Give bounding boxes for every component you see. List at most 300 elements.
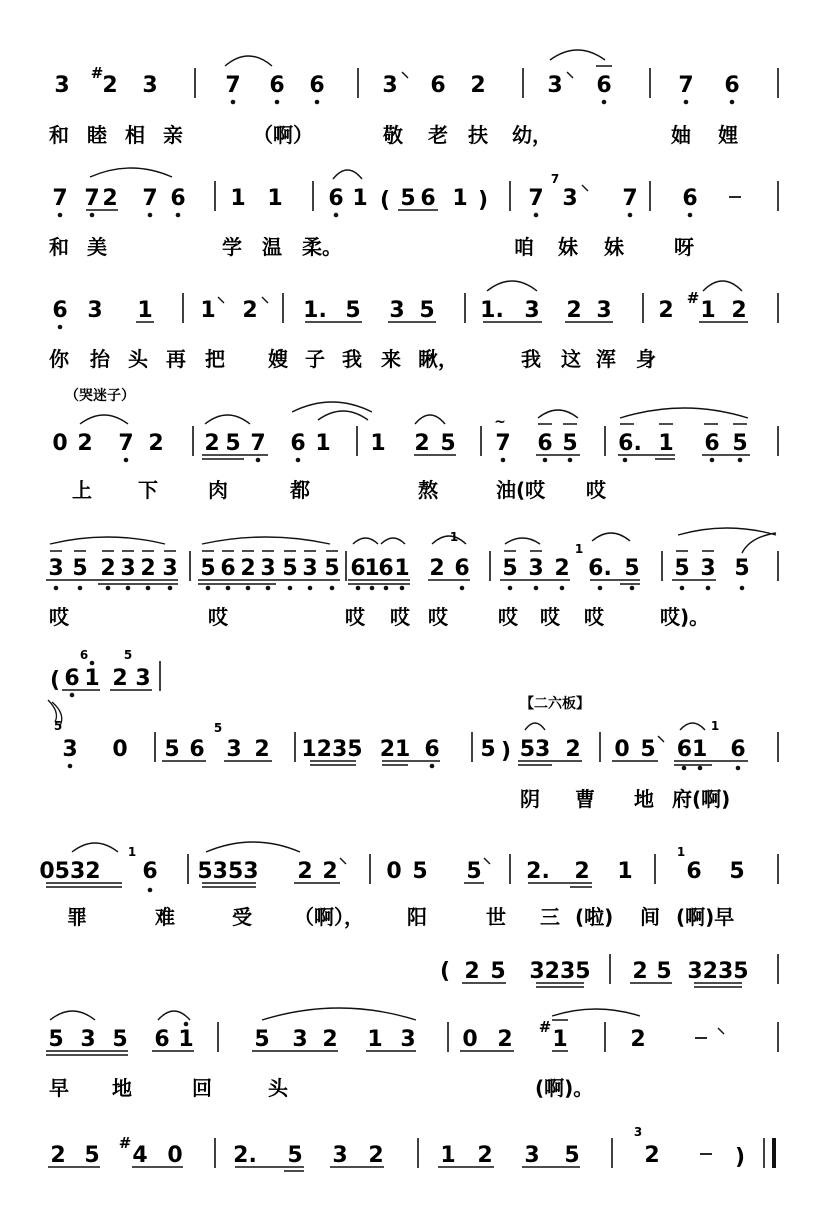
slur-arc (333, 170, 362, 179)
low-dot (630, 586, 635, 591)
note-digit: 5 (564, 1143, 580, 1168)
grace-note: 5 (123, 648, 133, 662)
note-digit: 5 (225, 431, 241, 456)
lyric-word: 这 (561, 347, 581, 371)
note-digit: 7 (84, 186, 100, 211)
low-dot (710, 458, 715, 463)
note-digit: 1235 (301, 737, 363, 762)
lyric-word: 三 (540, 905, 560, 929)
lyric-word: 都 (290, 478, 310, 502)
lyric-word: 哎 (428, 605, 448, 629)
lyric-word: 我 (342, 347, 362, 371)
low-dot (148, 213, 153, 218)
note-digit: 5353 (197, 859, 259, 884)
note-digit: 3 (302, 556, 318, 581)
note-digit: 2 (204, 431, 220, 456)
low-dot (430, 764, 435, 769)
lyric-word: 把 (205, 347, 225, 371)
lyric-word: 熬 (418, 478, 438, 502)
lyric-word: 曹 (575, 787, 595, 811)
note-digit: 1 (367, 1027, 383, 1052)
note-digit: 5 (480, 737, 496, 762)
low-dot (740, 586, 745, 591)
note-digit: 1 (370, 431, 386, 456)
note-digit: 6 (378, 556, 394, 581)
lyric-word: 下 (138, 478, 158, 502)
slur-arc (552, 1009, 640, 1016)
lyric-word: 哎 (586, 478, 606, 502)
lyric-word: 回 (192, 1076, 212, 1100)
low-dot (698, 766, 703, 771)
note-digit: 5 (732, 431, 748, 456)
note-digit: 5 (400, 186, 416, 211)
low-dot (54, 586, 59, 591)
note-digit: 5 (490, 959, 506, 984)
slur-arc (620, 408, 748, 418)
note-digit: 6. (618, 431, 642, 456)
note-digit: 5 (656, 959, 672, 984)
note-digit: 6 (420, 186, 436, 211)
lyric-word: 你 (49, 347, 69, 371)
note-digit: 0 (386, 859, 402, 884)
lyric-word: 幼， (512, 123, 552, 147)
lyric-word: (啊)早 (676, 905, 735, 929)
low-dot (266, 586, 271, 591)
note-digit: 3 (524, 298, 540, 323)
lyric-word: 地 (112, 1076, 132, 1100)
lyric-word: 我 (521, 347, 541, 371)
low-dot (684, 100, 689, 105)
note-digit: 5 (412, 859, 428, 884)
note-digit: 2 (414, 431, 430, 456)
slur-arc (318, 411, 368, 420)
note-digit: 3 (226, 737, 242, 762)
note-digit: 6 (170, 186, 186, 211)
note-digit: 1 (440, 1143, 456, 1168)
slur-arc (742, 533, 776, 553)
note-digit: 3 (54, 73, 70, 98)
note-digit: 2 (240, 556, 256, 581)
low-dot (146, 586, 151, 591)
note-digit: 5 (419, 298, 435, 323)
low-dot (90, 213, 95, 218)
note-digit: 5 (282, 556, 298, 581)
low-dot (334, 213, 339, 218)
note-digit: 6 (64, 666, 80, 691)
note-digit: 6 (52, 298, 68, 323)
low-dot (308, 586, 313, 591)
note-digit: 2 (112, 666, 128, 691)
breath-tick (340, 858, 346, 864)
note-digit: 4 (132, 1143, 148, 1168)
slur-arc (592, 533, 630, 541)
slur-arc (50, 1011, 95, 1020)
slur-arc (487, 281, 537, 291)
lyric-word: (啊)。 (535, 1076, 594, 1100)
note-digit: 2 (100, 556, 116, 581)
note-digit: 6 (730, 737, 746, 762)
note-digit: 1 (452, 186, 468, 211)
note-digit: 3 (142, 73, 158, 98)
grace-note: 5 (213, 721, 223, 735)
low-dot (148, 888, 153, 893)
slur-arc (292, 402, 372, 412)
note-digit: 5 (164, 737, 180, 762)
note-digit: 3 (528, 556, 544, 581)
low-dot (688, 213, 693, 218)
note-digit: 7 (528, 186, 544, 211)
note-digit: 5 (624, 556, 640, 581)
low-dot (400, 586, 405, 591)
note-digit: 2 (77, 431, 93, 456)
low-dot (568, 458, 573, 463)
paren-open: ( (49, 668, 61, 693)
paren-close: ) (734, 1145, 746, 1170)
section-marker-erliuban: 【二六板】 (520, 696, 590, 712)
note-digit: 2 (429, 556, 445, 581)
low-dot (231, 100, 236, 105)
note-digit: 0 (462, 1027, 478, 1052)
note-digit: 5 (562, 431, 578, 456)
note-digit: 2 (102, 73, 118, 98)
lyric-word: 哎 (498, 605, 518, 629)
low-dot (168, 586, 173, 591)
note-digit: 3235 (687, 959, 749, 984)
note-digit: 1 (267, 186, 283, 211)
note-digit: 6 (704, 431, 720, 456)
note-digit: 5 (729, 859, 745, 884)
grace-note: 1 (574, 542, 584, 556)
note-digit: 7 (678, 73, 694, 98)
note-digit: 1 (617, 859, 633, 884)
note-digit: 2 (148, 431, 164, 456)
slur-arc (505, 538, 540, 544)
low-dot (124, 458, 129, 463)
lyric-word: 哎 (584, 605, 604, 629)
note-digit: 3 (87, 298, 103, 323)
low-dot (330, 586, 335, 591)
lyric-word: 咱 (514, 235, 534, 259)
note-digit: 1 (700, 298, 716, 323)
note-digit: 1 (84, 666, 100, 691)
lyric-word: 浑 (596, 347, 616, 371)
high-dot (90, 661, 95, 666)
note-digit: 2 (566, 298, 582, 323)
lyric-word: 和 (49, 235, 69, 259)
note-digit: 1 (315, 431, 331, 456)
lyric-word: 相 (125, 123, 145, 147)
sharp-sign: # (686, 289, 700, 307)
note-digit: 61 (676, 737, 708, 762)
note-digit: 3235 (529, 959, 591, 984)
slur-arc (415, 415, 445, 424)
note-digit: 7 (118, 431, 134, 456)
lyric-word: 哎 (390, 605, 410, 629)
note-digit: 2 (297, 859, 313, 884)
note-digit: 1 (352, 186, 368, 211)
lyric-word: 哎 (208, 605, 228, 629)
note-digit: 2 (102, 186, 118, 211)
lyric-word: 子 (305, 347, 325, 371)
note-digit: 6 (686, 859, 702, 884)
note-digit: 6 (290, 431, 306, 456)
note-digit: 5 (440, 431, 456, 456)
lyric-word: 和 (49, 123, 69, 147)
lyric-word: 再 (166, 347, 186, 371)
note-digit: 2 (554, 556, 570, 581)
lyric-word: 肉 (208, 478, 228, 502)
slur-arc (678, 528, 776, 535)
note-digit: 2 (470, 73, 486, 98)
lyric-word: 阴 (520, 787, 540, 811)
low-dot (106, 586, 111, 591)
lyric-word: 哎)。 (660, 605, 710, 629)
lyric-word: 阳 (407, 905, 427, 929)
note-digit: 53 (519, 737, 551, 762)
low-dot (738, 458, 743, 463)
lyric-word: 世 (486, 905, 506, 929)
note-digit: 3 (524, 1143, 540, 1168)
low-dot (78, 586, 83, 591)
slur-arc (72, 843, 118, 852)
note-digit: 7 (495, 431, 511, 456)
trill-mark: ~ (494, 414, 506, 430)
slur-arc (262, 1008, 416, 1020)
low-dot (628, 213, 633, 218)
sharp-sign: # (538, 1018, 552, 1036)
slur-arc (206, 842, 300, 852)
grace-note: 1 (127, 845, 137, 859)
note-digit: 7 (142, 186, 158, 211)
breath-tick (718, 1028, 724, 1034)
note-digit: 6 (328, 186, 344, 211)
sharp-sign: # (90, 64, 104, 82)
sharp-sign: # (118, 1134, 132, 1152)
low-dot (68, 764, 73, 769)
note-digit: 6 (424, 737, 440, 762)
note-digit: 2 (254, 737, 270, 762)
note-digit: 21 (379, 737, 411, 762)
grace-note: 1 (710, 719, 720, 733)
note-digit: 2 (632, 959, 648, 984)
note-digit: 6 (309, 73, 325, 98)
note-digit: 1 (178, 1027, 194, 1052)
lyric-word: 亲 (163, 123, 183, 147)
paren-close: ) (500, 739, 512, 764)
slur-arc (381, 538, 405, 544)
low-dot (256, 458, 261, 463)
note-digit: 2 (477, 1143, 493, 1168)
note-digit: 6 (724, 73, 740, 98)
lyric-word: 府(啊) (672, 787, 731, 811)
breath-tick (484, 858, 490, 864)
lyric-word: 睦 (87, 123, 107, 147)
lyric-word: 扶 (468, 123, 488, 147)
note-digit: 1 (137, 298, 153, 323)
low-dot (602, 100, 607, 105)
note-digit: 6 (142, 859, 158, 884)
note-digit: 7 (622, 186, 638, 211)
slur-arc (50, 537, 165, 544)
note-digit: 5 (345, 298, 361, 323)
low-dot (370, 586, 375, 591)
lyric-word: 嫂 (268, 347, 288, 371)
note-digit: 3 (596, 298, 612, 323)
note-digit: 3 (547, 73, 563, 98)
lyric-word: 哎 (540, 605, 560, 629)
low-dot (598, 586, 603, 591)
slur-arc (205, 415, 250, 424)
lyric-word: 妹 (558, 235, 578, 259)
paren-open: ( (379, 188, 391, 213)
note-digit: 2. (526, 859, 550, 884)
note-digit: 5 (72, 556, 88, 581)
low-dot (246, 586, 251, 591)
note-digit: 5 (674, 556, 690, 581)
lyric-word: 头 (128, 347, 148, 371)
slur-arc (525, 723, 545, 730)
low-dot (543, 458, 548, 463)
note-digit: 5 (287, 1143, 303, 1168)
note-digit: 3 (120, 556, 136, 581)
note-digit: 2 (658, 298, 674, 323)
lyric-word: 身 (636, 347, 656, 371)
note-digit: 2 (731, 298, 747, 323)
low-dot (356, 586, 361, 591)
low-dot (315, 100, 320, 105)
slur-arc (90, 168, 172, 177)
low-dot (70, 693, 75, 698)
lyric-word: 哎 (345, 605, 365, 629)
lyric-word: 难 (155, 905, 175, 929)
note-digit: 7 (250, 431, 266, 456)
note-digit: 7 (52, 186, 68, 211)
lyric-word: 油(哎 (496, 478, 546, 502)
lyric-word: 老 (428, 123, 448, 147)
slur-arc (550, 50, 605, 60)
grace-note: 3 (633, 1125, 643, 1139)
note-digit: 2 (565, 737, 581, 762)
lyric-word: 妯 (671, 123, 691, 147)
low-dot (534, 586, 539, 591)
note-digit: 3 (135, 666, 151, 691)
lyric-word: 敬 (383, 123, 403, 147)
note-digit: 0 (167, 1143, 183, 1168)
breath-tick (582, 185, 588, 191)
lyric-word: 温 (262, 235, 282, 259)
lyric-word: （啊）， (294, 905, 364, 929)
note-digit: 5 (84, 1143, 100, 1168)
low-dot (176, 213, 181, 218)
note-digit: 5 (640, 737, 656, 762)
lyric-word: 呀 (674, 235, 694, 259)
note-digit: 5 (48, 1027, 64, 1052)
slur-arc (158, 1011, 190, 1020)
note-digit: 5 (324, 556, 340, 581)
note-digit: 2 (140, 556, 156, 581)
note-digit: 7 (225, 73, 241, 98)
breath-tick (262, 297, 268, 303)
note-digit: 2 (50, 1143, 66, 1168)
low-dot (58, 325, 63, 330)
note-digit: 1. (480, 298, 504, 323)
breath-tick (658, 736, 664, 742)
note-digit: 2 (630, 1027, 646, 1052)
lyric-word: 抬 (90, 347, 110, 371)
note-digit: 2 (497, 1027, 513, 1052)
low-dot (508, 586, 513, 591)
lyric-word: 早 (49, 1076, 69, 1100)
note-digit: 6 (154, 1027, 170, 1052)
low-dot (58, 213, 63, 218)
note-digit: 1 (200, 298, 216, 323)
low-dot (682, 766, 687, 771)
lyric-word: 上 (72, 478, 92, 502)
note-digit: 2. (233, 1143, 257, 1168)
grace-note: 5 (53, 719, 63, 733)
lyric-word: 美 (87, 235, 107, 259)
lyric-word: 头 (268, 1076, 288, 1100)
note-digit: 6 (682, 186, 698, 211)
low-dot (680, 586, 685, 591)
lyric-word: 间 (640, 905, 660, 929)
note-digit: 3 (389, 298, 405, 323)
low-dot (296, 458, 301, 463)
breath-tick (567, 72, 573, 78)
low-dot (706, 586, 711, 591)
note-digit: 2 (368, 1143, 384, 1168)
note-digit: 6 (350, 556, 366, 581)
note-digit: 5 (112, 1027, 128, 1052)
note-digit: 3 (162, 556, 178, 581)
note-digit: 2 (464, 959, 480, 984)
grace-note: 6 (79, 648, 89, 662)
slur-arc (680, 723, 705, 730)
note-digit: 2 (322, 859, 338, 884)
note-digit: 0 (52, 431, 68, 456)
low-dot (534, 213, 539, 218)
note-digit: 1 (552, 1027, 568, 1052)
low-dot (623, 458, 628, 463)
note-digit: 3 (48, 556, 64, 581)
note-digit: 3 (562, 186, 578, 211)
note-digit: 6 (189, 737, 205, 762)
note-digit: 3 (80, 1027, 96, 1052)
note-digit: 5 (734, 556, 750, 581)
paren-close: ) (477, 188, 489, 213)
paren-open: ( (440, 959, 451, 984)
slur-arc (703, 281, 742, 291)
note-digit: 2 (242, 298, 258, 323)
note-digit: 6 (220, 556, 236, 581)
note-digit: 0 (614, 737, 630, 762)
note-digit: 1 (658, 431, 674, 456)
note-digit: 5 (254, 1027, 270, 1052)
grace-note: 1 (676, 845, 686, 859)
section-marker-kumizi: （哭迷子） (65, 388, 135, 404)
note-digit: 2 (322, 1027, 338, 1052)
lyric-word: (啦) (575, 905, 614, 929)
note-digit: 6 (596, 73, 612, 98)
lyric-word: 娌 (718, 123, 738, 147)
breath-tick (402, 72, 408, 78)
slur-arc (80, 415, 128, 424)
low-dot (730, 100, 735, 105)
lyric-word: 柔。 (302, 235, 342, 259)
note-digit: 5 (466, 859, 482, 884)
note-digit: 1 (394, 556, 410, 581)
note-digit: 3 (260, 556, 276, 581)
